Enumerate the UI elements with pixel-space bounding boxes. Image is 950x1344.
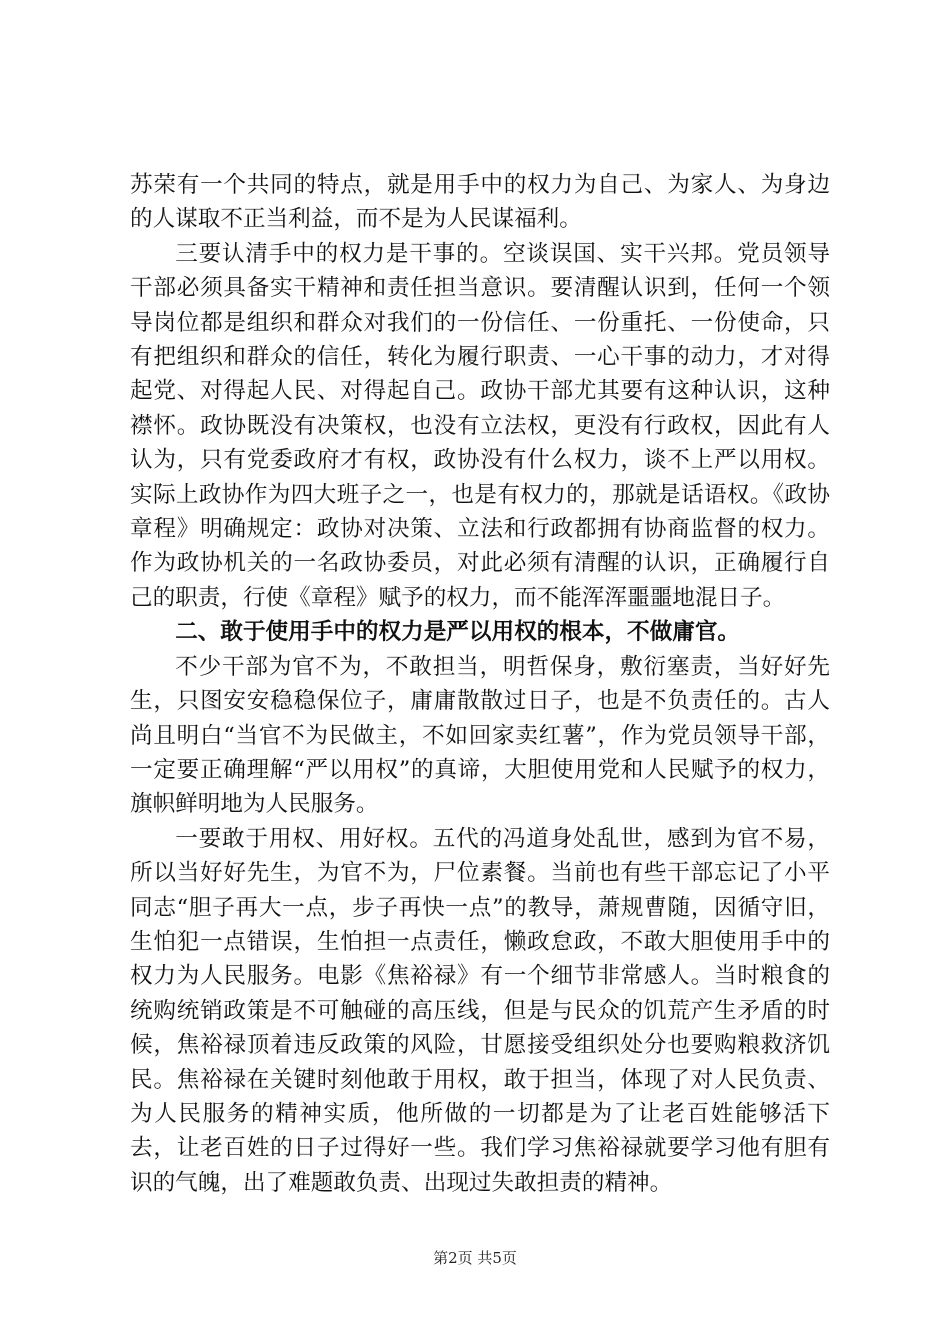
- page-number: 第2页 共5页: [433, 1249, 517, 1267]
- paragraph-point-three: 三要认清手中的权力是干事的。空谈误国、实干兴邦。党员领导干部必须具备实干精神和责任担当意识。要清醒认识到，任何一个领导岗位都是组织和群众对我们的一份信任、一份重托、一份使命，只有把组织和群众的信任，转化为履行职责、一心干事的动力，才对得起党、对得起人民、对得起自己。政协干部尤其要有这种认识，这种襟怀。政协既没有决策权，也没有立法权，更没有行政权，因此有人认为，只有党委政府才有权，政协没有什么权力，谈不上严以用权。实际上政协作为四大班子之一，也是有权力的，那就是话语权。《政协章程》明确规定：政协对决策、立法和行政都拥有协商监督的权力。作为政协机关的一名政协委员，对此必须有清醒的认识，正确履行自己的职责，行使《章程》赋予的权力，而不能浑浑噩噩地混日子。: [130, 240, 830, 611]
- paragraph-continuation: 苏荣有一个共同的特点，就是用手中的权力为自己、为家人、为身边的人谋取不正当利益，而不是为人民谋福利。: [130, 172, 830, 233]
- paragraph-section-intro: 不少干部为官不为，不敢担当，明哲保身，敷衍塞责，当好好先生，只图安安稳稳保位子，庸庸散散过日子，也是不负责任的。古人尚且明白“当官不为民做主，不如回家卖红薯”，作为党员领导干部，一定要正确理解“严以用权”的真谛，大胆使用党和人民赋予的权力，旗帜鲜明地为人民服务。: [130, 653, 830, 818]
- section-heading-two: 二、敢于使用手中的权力是严以用权的根本，不做庸官。: [175, 619, 741, 646]
- document-body: [130, 168, 830, 1200]
- page-footer: [0, 1248, 950, 1268]
- paragraph-point-one: 一要敢于用权、用好权。五代的冯道身处乱世，感到为官不易，所以当好好先生，为官不为，尸位素餐。当前也有些干部忘记了小平同志“胆子再大一点，步子再快一点”的教导，萧规曹随，因循守旧，生怕犯一点错误，生怕担一点责任，懒政怠政，不敢大胆使用手中的权力为人民服务。电影《焦裕禄》有一个细节非常感人。当时粮食的统购统销政策是不可触碰的高压线，但是与民众的饥荒产生矛盾的时候，焦裕禄顶着违反政策的风险，甘愿接受组织处分也要购粮救济饥民。焦裕禄在关键时刻他敢于用权，敢于担当，体现了对人民负责、为人民服务的精神实质，他所做的一切都是为了让老百姓能够活下去，让老百姓的日子过得好一些。我们学习焦裕禄就要学习他有胆有识的气魄，出了难题敢负责、出现过失敢担责的精神。: [130, 825, 830, 1196]
